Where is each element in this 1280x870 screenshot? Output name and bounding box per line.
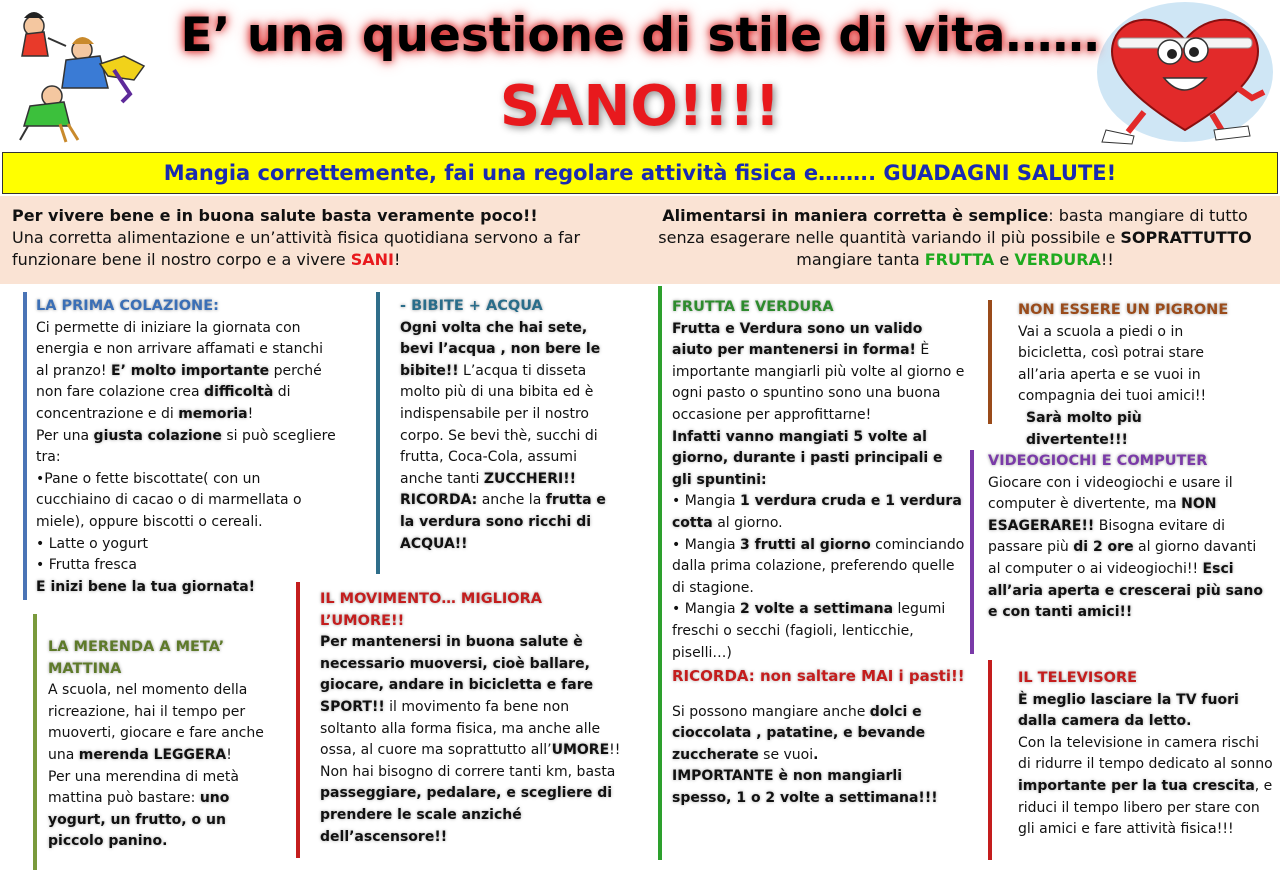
colazione-title: LA PRIMA COLAZIONE:: [36, 298, 219, 314]
movimento-text: il movimento fa bene non soltanto alla forma fisica, ma anche alle ossa, al cuore ma soprattutto all’: [320, 698, 601, 759]
videogiochi-text2: Bisogna evitare di passare più: [988, 517, 1226, 556]
colazione-bullet-1: •Pane o fette biscottate( con un cucchiaino di cacao o di marmellata o miele), oppure biscotti o cereali.: [36, 470, 302, 530]
intro-right-text: : basta mangiare di tutto senza esagerare nelle quantità variando il più possibile e: [658, 206, 1248, 247]
frutta-b1: • Mangia: [672, 493, 741, 510]
colazione-p2: Per una: [36, 427, 94, 444]
intro-verdura: VERDURA: [1014, 250, 1101, 269]
movimento-tips: passeggiare, pedalare, e scegliere di prendere le scale anziché dell’ascensore!!: [320, 785, 613, 845]
frutta-b1-end: al giorno.: [712, 514, 783, 531]
frutta-box: [672, 297, 966, 810]
intro-right-text2: mangiare tanta: [796, 250, 925, 269]
page-title-sano: SANO!!!!: [499, 74, 781, 139]
videogiochi-title: VIDEOGIOCHI E COMPUTER: [988, 453, 1208, 469]
bibite-zuccheri: ZUCCHERI!!: [483, 470, 576, 487]
colazione-importante: E’ molto importante: [111, 362, 270, 379]
colazione-memoria: memoria: [178, 405, 248, 422]
bibite-acqua: frutta e la verdura sono ricchi di ACQUA!!: [400, 492, 606, 552]
colazione-box: [36, 296, 338, 598]
bibite-bar: [376, 292, 380, 574]
frutta-text: È importante mangiarli più volte al giorno e ogni pasto o spuntino sono una buona occasione per approfittarne!: [672, 342, 965, 423]
colazione-text3: di concentrazione e di: [36, 384, 291, 422]
videogiochi-2-ore: di 2 ore: [1073, 539, 1134, 556]
pigrone-bold: Sarà molto più divertente!!!: [1026, 409, 1142, 448]
pigrone-text: Vai a scuola a piedi o in bicicletta, così potrai stare all’aria aperta e se vuoi in compagnia dei tuoi amici!!: [1018, 323, 1207, 405]
merenda-text-end: !: [226, 746, 232, 763]
televisore-crescita: importante per la tua crescita: [1018, 777, 1255, 794]
intro-left: [12, 205, 637, 271]
videogiochi-text3: al giorno davanti al computer o ai videogiochi!!: [988, 539, 1257, 577]
intro-right-end: !!: [1100, 250, 1114, 269]
intro-soprattutto: SOPRATTUTTO: [1120, 228, 1252, 247]
colazione-text2: perché non fare colazione crea: [36, 362, 322, 401]
frutta-ricorda: RICORDA: non saltare MAI i pasti!!: [672, 667, 965, 686]
frutta-importante: IMPORTANTE è non mangiarli spesso, 1 o 2 volte a settimana!!!: [672, 768, 938, 807]
televisore-bold: È meglio lasciare la TV fuori dalla camera da letto.: [1018, 691, 1239, 730]
frutta-se-vuoi: se vuoi: [758, 746, 814, 763]
colazione-text: Ci permette di iniziare la giornata con energia e non arrivare affamati e stanchi al pranzo!: [36, 319, 323, 379]
televisore-bar: [988, 660, 992, 860]
merenda-options: uno yogurt, un frutto, o un piccolo panino.: [48, 790, 230, 850]
colazione-p2-end: si può scegliere tra:: [36, 427, 336, 466]
merenda-leggera: merenda LEGGERA: [78, 746, 227, 763]
frutta-dot: .: [813, 746, 819, 763]
bibite-bold: Ogni volta che hai sete, bevi l’acqua , non bere le bibite!!: [400, 319, 601, 379]
intro-e: e: [994, 250, 1015, 269]
frutta-b3-bold: 2 volte a settimana: [740, 601, 894, 618]
pigrone-title: NON ESSERE UN PIGRONE: [1018, 302, 1229, 318]
intro-sani: SANI: [350, 250, 394, 269]
movimento-title: IL MOVIMENTO… MIGLIORA L’UMORE!!: [320, 591, 542, 629]
televisore-text2: , e riduci il tempo libero per stare con gli amici e fare attività fisica!!!: [1018, 777, 1273, 838]
bibite-ricorda-text: anche la: [477, 492, 546, 509]
bibite-ricorda: RICORDA:: [400, 492, 478, 509]
colazione-text4: !: [247, 405, 254, 422]
colazione-end: E inizi bene la tua giornata!: [36, 578, 256, 595]
colazione-bar: [23, 292, 27, 600]
intro-left-text: Una corretta alimentazione e un’attività fisica quotidiana servono a far funzionare bene il nostro corpo e a vivere: [12, 228, 581, 269]
bibite-title: - BIBITE + ACQUA: [400, 298, 543, 314]
colazione-bullet-3: • Frutta fresca: [36, 557, 137, 574]
frutta-b3: • Mangia: [672, 601, 741, 618]
pigrone-bar: [988, 300, 992, 424]
movimento-text2: !! Non hai bisogno di correre tanti km, basta: [320, 742, 621, 780]
videogiochi-bar: [970, 450, 974, 654]
bibite-text: L’acqua ti disseta molto più di una bibita ed è indispensabile per il nostro corpo. Se bevi thè, succhi di frutta, Coca-Cola, assumi anche tanti: [400, 362, 598, 487]
colazione-giusta: giusta colazione: [93, 427, 222, 444]
frutta-bar: [658, 286, 662, 860]
merenda-text2: Per una merendina di metà mattina può bastare:: [48, 768, 239, 807]
merenda-text: A scuola, nel momento della ricreazione, hai il tempo per muoverti, giocare e fare anche una: [48, 682, 264, 763]
televisore-text: Con la televisione in camera rischi di ridurre il tempo dedicato al sonno: [1018, 734, 1273, 773]
page-title: E’ una questione di stile di vita……: [180, 8, 1100, 63]
movimento-bold: Per mantenersi in buona salute è necessario muoversi, cioè ballare, giocare, andare in bicicletta e fare SPORT!!: [320, 634, 594, 715]
videogiochi-non-esagerare: NON ESAGERARE!!: [988, 496, 1217, 534]
merenda-box: [48, 637, 270, 853]
pigrone-box: [1018, 300, 1248, 451]
frutta-b1-bold: 1 verdura cruda e 1 verdura cotta: [672, 493, 962, 531]
frutta-b2-end: cominciando dalla prima colazione, preferendo quelle di stagione.: [672, 536, 965, 596]
frutta-bold: Frutta e Verdura sono un valido aiuto per mantenersi in forma!: [672, 320, 923, 359]
frutta-b2-bold: 3 frutti al giorno: [740, 536, 871, 553]
videogiochi-text: Giocare con i videogiochi e usare il computer è divertente, ma: [988, 474, 1233, 513]
intro-frutta: FRUTTA: [924, 250, 995, 269]
frutta-title: FRUTTA E VERDURA: [672, 299, 834, 315]
movimento-bar: [296, 582, 300, 858]
movimento-umore: UMORE: [551, 742, 610, 759]
intro-right-heading: Alimentarsi in maniera corretta è semplice: [662, 206, 1049, 225]
intro-left-heading: Per vivere bene e in buona salute basta veramente poco!!: [12, 206, 538, 225]
frutta-dolci-text: Si possono mangiare anche: [672, 703, 870, 720]
colazione-bullet-2: • Latte o yogurt: [36, 535, 148, 552]
movimento-box: [320, 589, 622, 848]
intro-right: [655, 205, 1255, 271]
frutta-b2: • Mangia: [672, 536, 741, 553]
frutta-dolci: dolci e cioccolata , patatine, e bevande zuccherate: [672, 703, 926, 763]
frutta-5-volte: Infatti vanno mangiati 5 volte al giorno, durante i pasti principali e gli spuntini:: [672, 428, 943, 488]
intro-left-end: !: [393, 250, 401, 269]
merenda-title: LA MERENDA A META’ MATTINA: [48, 639, 225, 677]
videogiochi-box: [988, 451, 1270, 624]
frutta-b3-end: legumi freschi o secchi (fagioli, lenticchie, piselli…): [672, 601, 946, 661]
merenda-bar: [33, 614, 37, 870]
colazione-difficolta: difficoltà: [204, 384, 274, 401]
televisore-title: IL TELEVISORE: [1018, 670, 1138, 686]
videogiochi-esci: Esci all’aria aperta e crescerai più sano e con tanti amici!!: [988, 560, 1263, 621]
bibite-box: [400, 296, 622, 555]
slogan-banner: Mangia correttemente, fai una regolare attività fisica e…….. GUADAGNI SALUTE!: [2, 152, 1278, 194]
televisore-box: [1018, 668, 1274, 841]
